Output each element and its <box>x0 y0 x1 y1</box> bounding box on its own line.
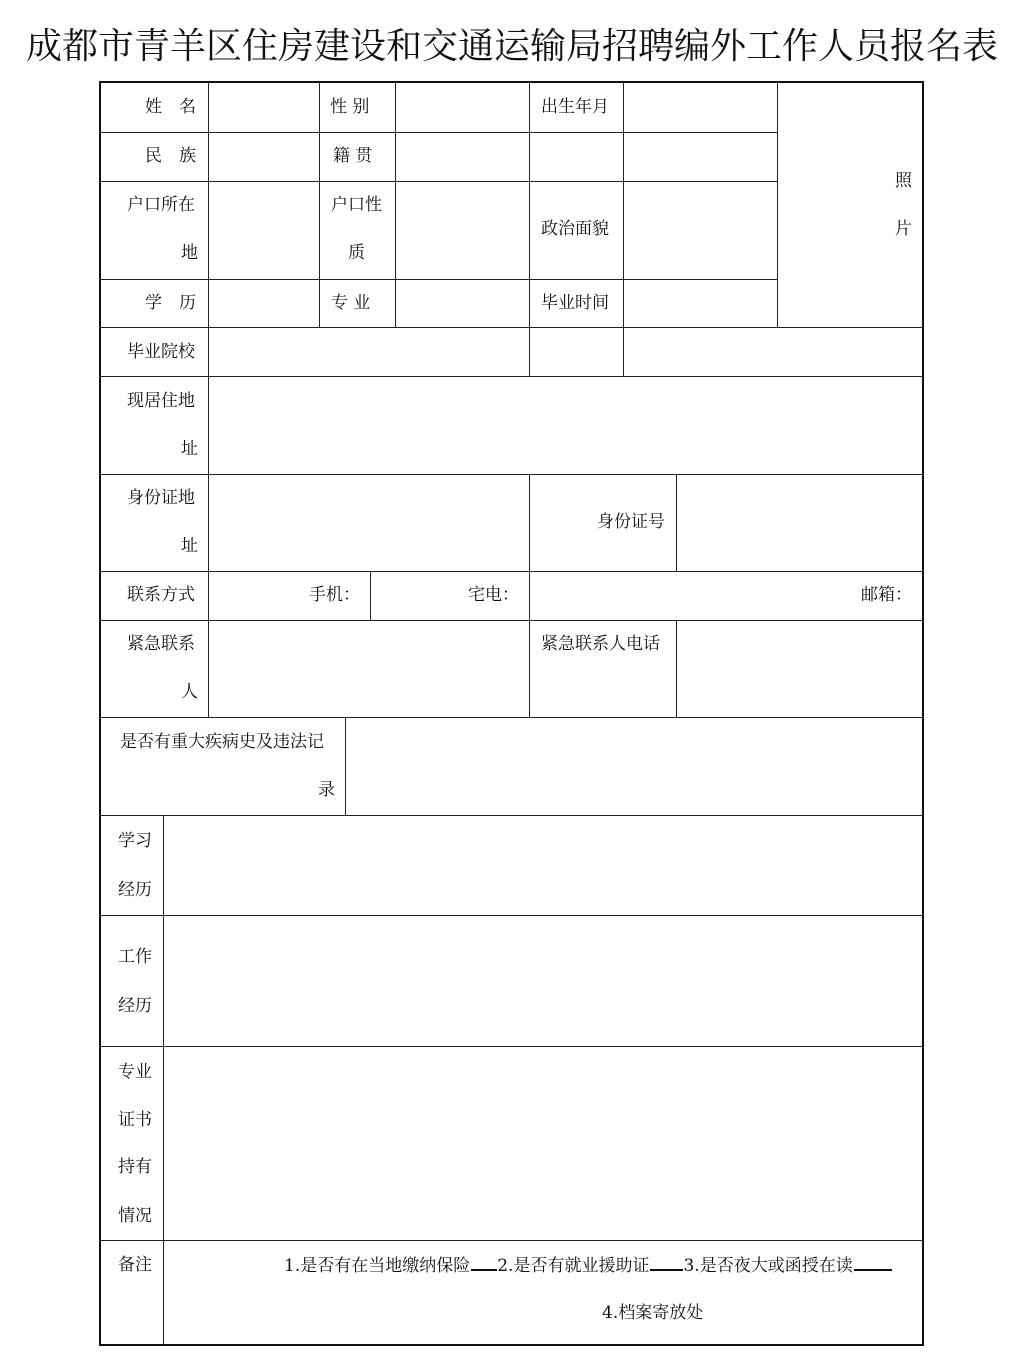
hukou-type-label-1: 户口性 <box>331 195 382 215</box>
id-number-field[interactable] <box>677 474 924 571</box>
registration-form <box>99 81 924 1346</box>
emergency-phone-field[interactable] <box>677 620 924 717</box>
illness-record-field[interactable] <box>346 717 924 815</box>
home-phone-label: 宅电： <box>468 585 519 605</box>
political-field[interactable] <box>624 181 777 279</box>
certificates-label-2: 证书 <box>118 1110 152 1130</box>
education-field[interactable] <box>209 279 319 327</box>
native-place-field[interactable] <box>396 132 529 181</box>
political-label: 政治面貌 <box>541 219 609 239</box>
work-experience-field[interactable] <box>164 915 924 1046</box>
home-phone-field[interactable] <box>371 571 529 620</box>
remarks-q3-blank[interactable] <box>854 1253 892 1271</box>
certificates-label-3: 持有 <box>118 1157 152 1177</box>
remarks-label: 备注 <box>118 1255 152 1275</box>
birth-field[interactable] <box>624 83 777 132</box>
hukou-type-field[interactable] <box>396 181 529 279</box>
address-label-1: 现居住地 <box>127 391 195 411</box>
address-label-2: 址 <box>181 439 198 459</box>
study-experience-label-1: 学习 <box>118 831 152 851</box>
address-field[interactable] <box>209 376 924 474</box>
id-address-label-1: 身份证地 <box>127 488 195 508</box>
school-label: 毕业院校 <box>127 342 195 362</box>
mobile-field[interactable] <box>209 571 370 620</box>
hukou-location-label-1: 户口所在 <box>127 195 195 215</box>
remarks-q2-blank[interactable] <box>650 1253 683 1271</box>
hukou-location-field[interactable] <box>209 181 319 279</box>
remarks-q4: 4.档案寄放处 <box>602 1303 704 1323</box>
name-label: 姓 名 <box>145 97 196 117</box>
native-place-label: 籍 贯 <box>333 146 373 166</box>
emergency-phone-label: 紧急联系人电话 <box>541 634 660 654</box>
gender-field[interactable] <box>396 83 529 132</box>
remarks-questions <box>284 1253 892 1278</box>
gender-label: 性 别 <box>330 97 370 117</box>
id-address-field[interactable] <box>209 474 529 571</box>
form-title: 成都市青羊区住房建设和交通运输局招聘编外工作人员报名表 <box>25 26 998 67</box>
remarks-q3: 3.是否夜大或函授在读 <box>683 1256 853 1276</box>
emergency-contact-field[interactable] <box>209 620 529 717</box>
certificates-label-1: 专业 <box>118 1062 152 1082</box>
contact-label: 联系方式 <box>127 585 195 605</box>
ethnicity-label: 民 族 <box>145 146 196 166</box>
major-field[interactable] <box>396 279 529 327</box>
certificates-label-4: 情况 <box>118 1206 152 1226</box>
emergency-contact-label-1: 紧急联系 <box>127 634 195 654</box>
photo-label-1: 照 <box>895 171 912 191</box>
grad-time-label: 毕业时间 <box>541 293 609 313</box>
certificates-field[interactable] <box>164 1046 924 1240</box>
ethnicity-field[interactable] <box>209 132 319 181</box>
work-experience-label-2: 经历 <box>118 996 152 1016</box>
school-field[interactable] <box>209 327 529 376</box>
major-label: 专 业 <box>331 293 371 313</box>
education-label: 学 历 <box>145 293 196 313</box>
illness-record-label-1: 是否有重大疾病史及违法记 <box>120 732 324 752</box>
emergency-contact-label-2: 人 <box>181 682 198 702</box>
remarks-q2: 2.是否有就业援助证 <box>497 1256 650 1276</box>
mobile-label: 手机： <box>309 585 360 605</box>
email-field[interactable] <box>530 571 924 620</box>
photo-box[interactable] <box>778 83 924 327</box>
work-experience-label-1: 工作 <box>118 947 152 967</box>
grad-time-field[interactable] <box>624 279 777 327</box>
email-label: 邮箱： <box>861 585 912 605</box>
study-experience-field[interactable] <box>164 815 924 915</box>
remarks-q1-blank[interactable] <box>471 1253 497 1271</box>
birth-label: 出生年月 <box>541 97 609 117</box>
photo-label-2: 片 <box>895 219 912 239</box>
remarks-q1: 1.是否有在当地缴纳保险 <box>284 1256 471 1276</box>
illness-record-label-2: 录 <box>318 780 335 800</box>
hukou-location-label-2: 地 <box>181 243 198 263</box>
name-field[interactable] <box>209 83 319 132</box>
id-number-label: 身份证号 <box>597 512 665 532</box>
study-experience-label-2: 经历 <box>118 880 152 900</box>
hukou-type-label-2: 质 <box>348 243 365 263</box>
id-address-label-2: 址 <box>181 536 198 556</box>
